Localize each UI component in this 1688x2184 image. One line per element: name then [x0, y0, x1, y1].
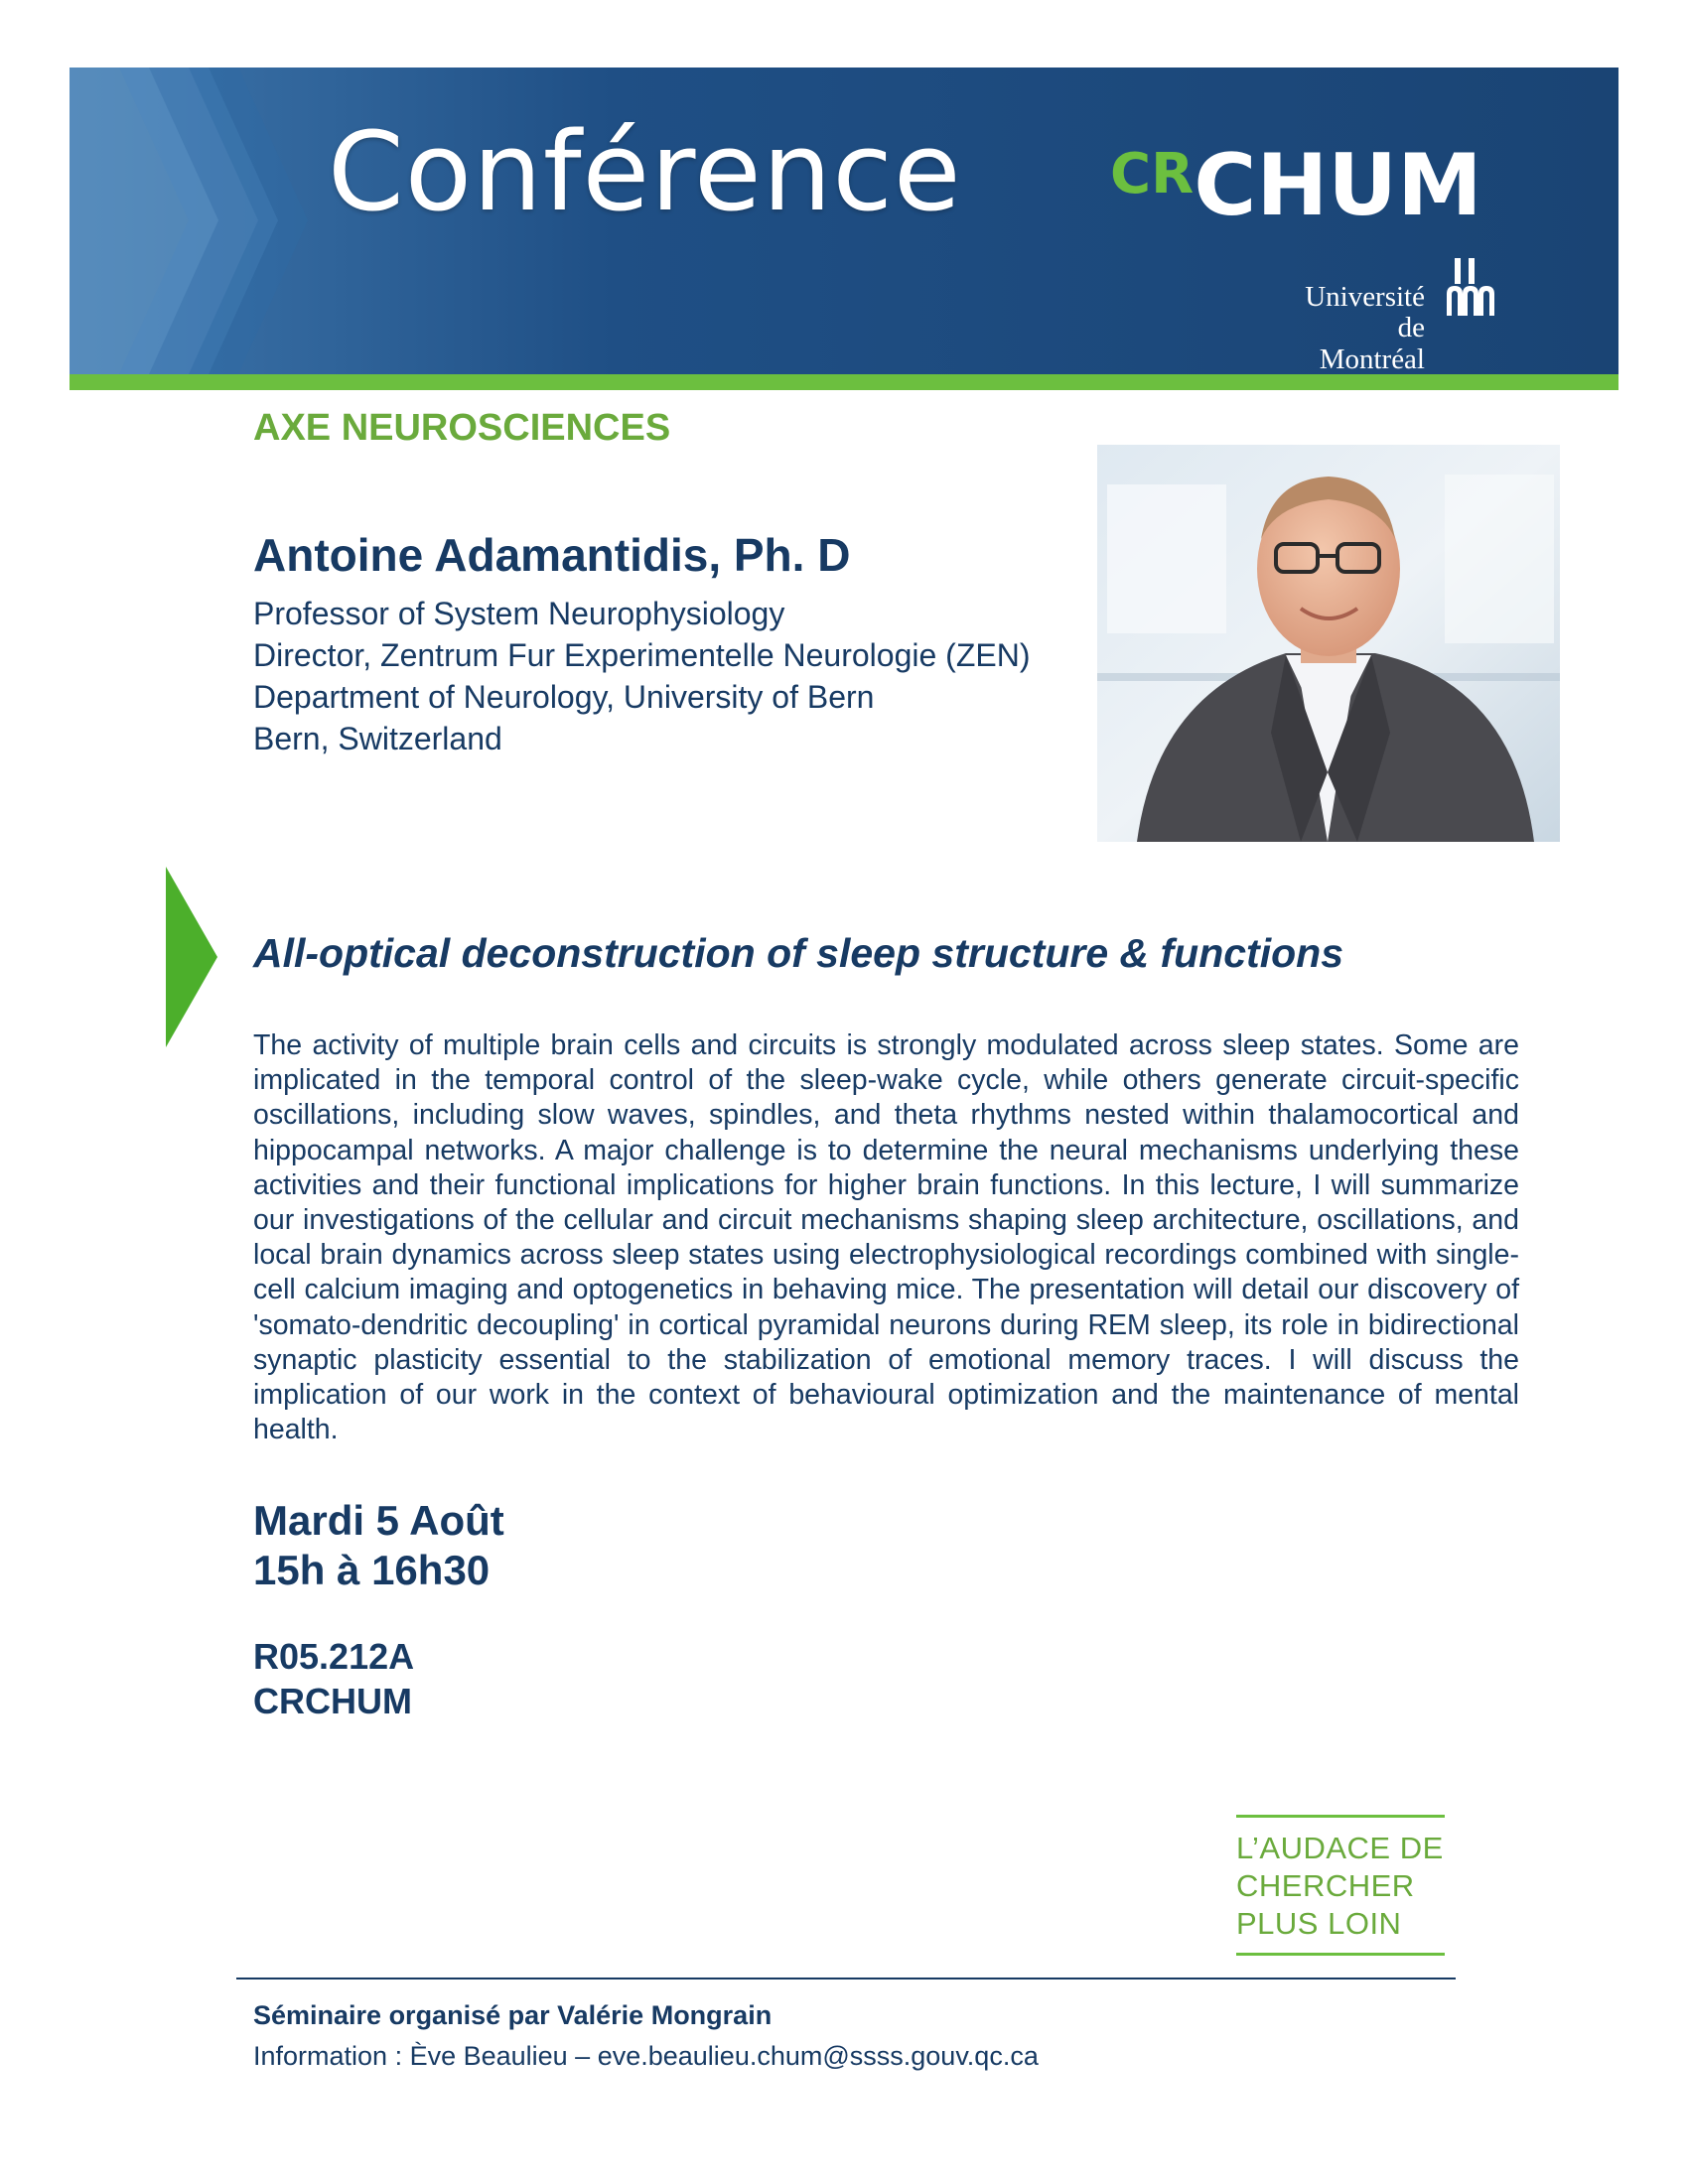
- speaker-affiliation: Department of Neurology, University of Bern: [253, 679, 875, 715]
- green-arrow-icon: [166, 867, 217, 1047]
- speaker-affiliation: Bern, Switzerland: [253, 721, 502, 756]
- event-date: Mardi 5 Août: [253, 1497, 504, 1544]
- contact-information: Information : Ève Beaulieu – eve.beaulieu.chum@ssss.gouv.qc.ca: [253, 2041, 1039, 2071]
- logo-prefix: CR: [1110, 142, 1195, 206]
- tagline-line: PLUS LOIN: [1236, 1906, 1402, 1941]
- logo-main: CHUM: [1194, 136, 1482, 235]
- tagline-block: [1236, 1815, 1445, 1956]
- tagline-line: CHERCHER: [1236, 1868, 1415, 1903]
- banner-title: Conférence: [328, 108, 962, 235]
- speaker-affiliation: Professor of System Neurophysiology: [253, 596, 785, 631]
- university-line2: de Montréal: [1319, 312, 1425, 375]
- university-line1: Université: [1305, 281, 1425, 313]
- speaker-affiliation: Director, Zentrum Fur Experimentelle Neurologie (ZEN): [253, 637, 1031, 673]
- banner-accent-stripe: [70, 374, 1618, 390]
- talk-abstract: The activity of multiple brain cells and circuits is strongly modulated across sleep states. Some are implicated in the temporal control of the sleep-wake cycle, while others generate circuit-specific oscillations, including slow waves, spindles, and theta rhythms nested within thalamocortical and hippocampal networks. A major challenge is to determine the neural mechanisms underlying these activities and their functional implications for higher brain functions. In this lecture, I will summarize our investigations of the cellular and circuit mechanisms shaping sleep architecture, oscillations, and local brain dynamics across sleep states using electrophysiological recordings combined with single-cell calcium imaging and optogenetics in behaving mice. The presentation will detail our discovery of 'somato-dendritic decoupling' in cortical pyramidal neurons during REM sleep, its role in bidirectional synaptic plasticity essential to the stabilization of emotional memory traces. I will discuss the implication of our work in the context of behavioural optimization and the maintenance of mental health.: [253, 1029, 1519, 1446]
- event-time: 15h à 16h30: [253, 1547, 491, 1593]
- university-logo-text: [1296, 282, 1425, 375]
- event-building: CRCHUM: [253, 1681, 412, 1721]
- footer-divider: [236, 1978, 1456, 1979]
- event-room: R05.212A: [253, 1636, 415, 1677]
- speaker-portrait: [1097, 445, 1560, 842]
- university-emblem-icon: [1445, 258, 1498, 318]
- tagline-line: L’AUDACE DE: [1236, 1831, 1444, 1865]
- tagline-bottom-rule: [1236, 1953, 1445, 1956]
- crchum-logo: [1110, 136, 1482, 235]
- seminar-organizer: Séminaire organisé par Valérie Mongrain: [253, 2000, 773, 2030]
- speaker-name: Antoine Adamantidis, Ph. D: [253, 529, 851, 581]
- research-axis-label: AXE NEUROSCIENCES: [253, 407, 671, 449]
- talk-title: All-optical deconstruction of sleep structure & functions: [253, 930, 1343, 976]
